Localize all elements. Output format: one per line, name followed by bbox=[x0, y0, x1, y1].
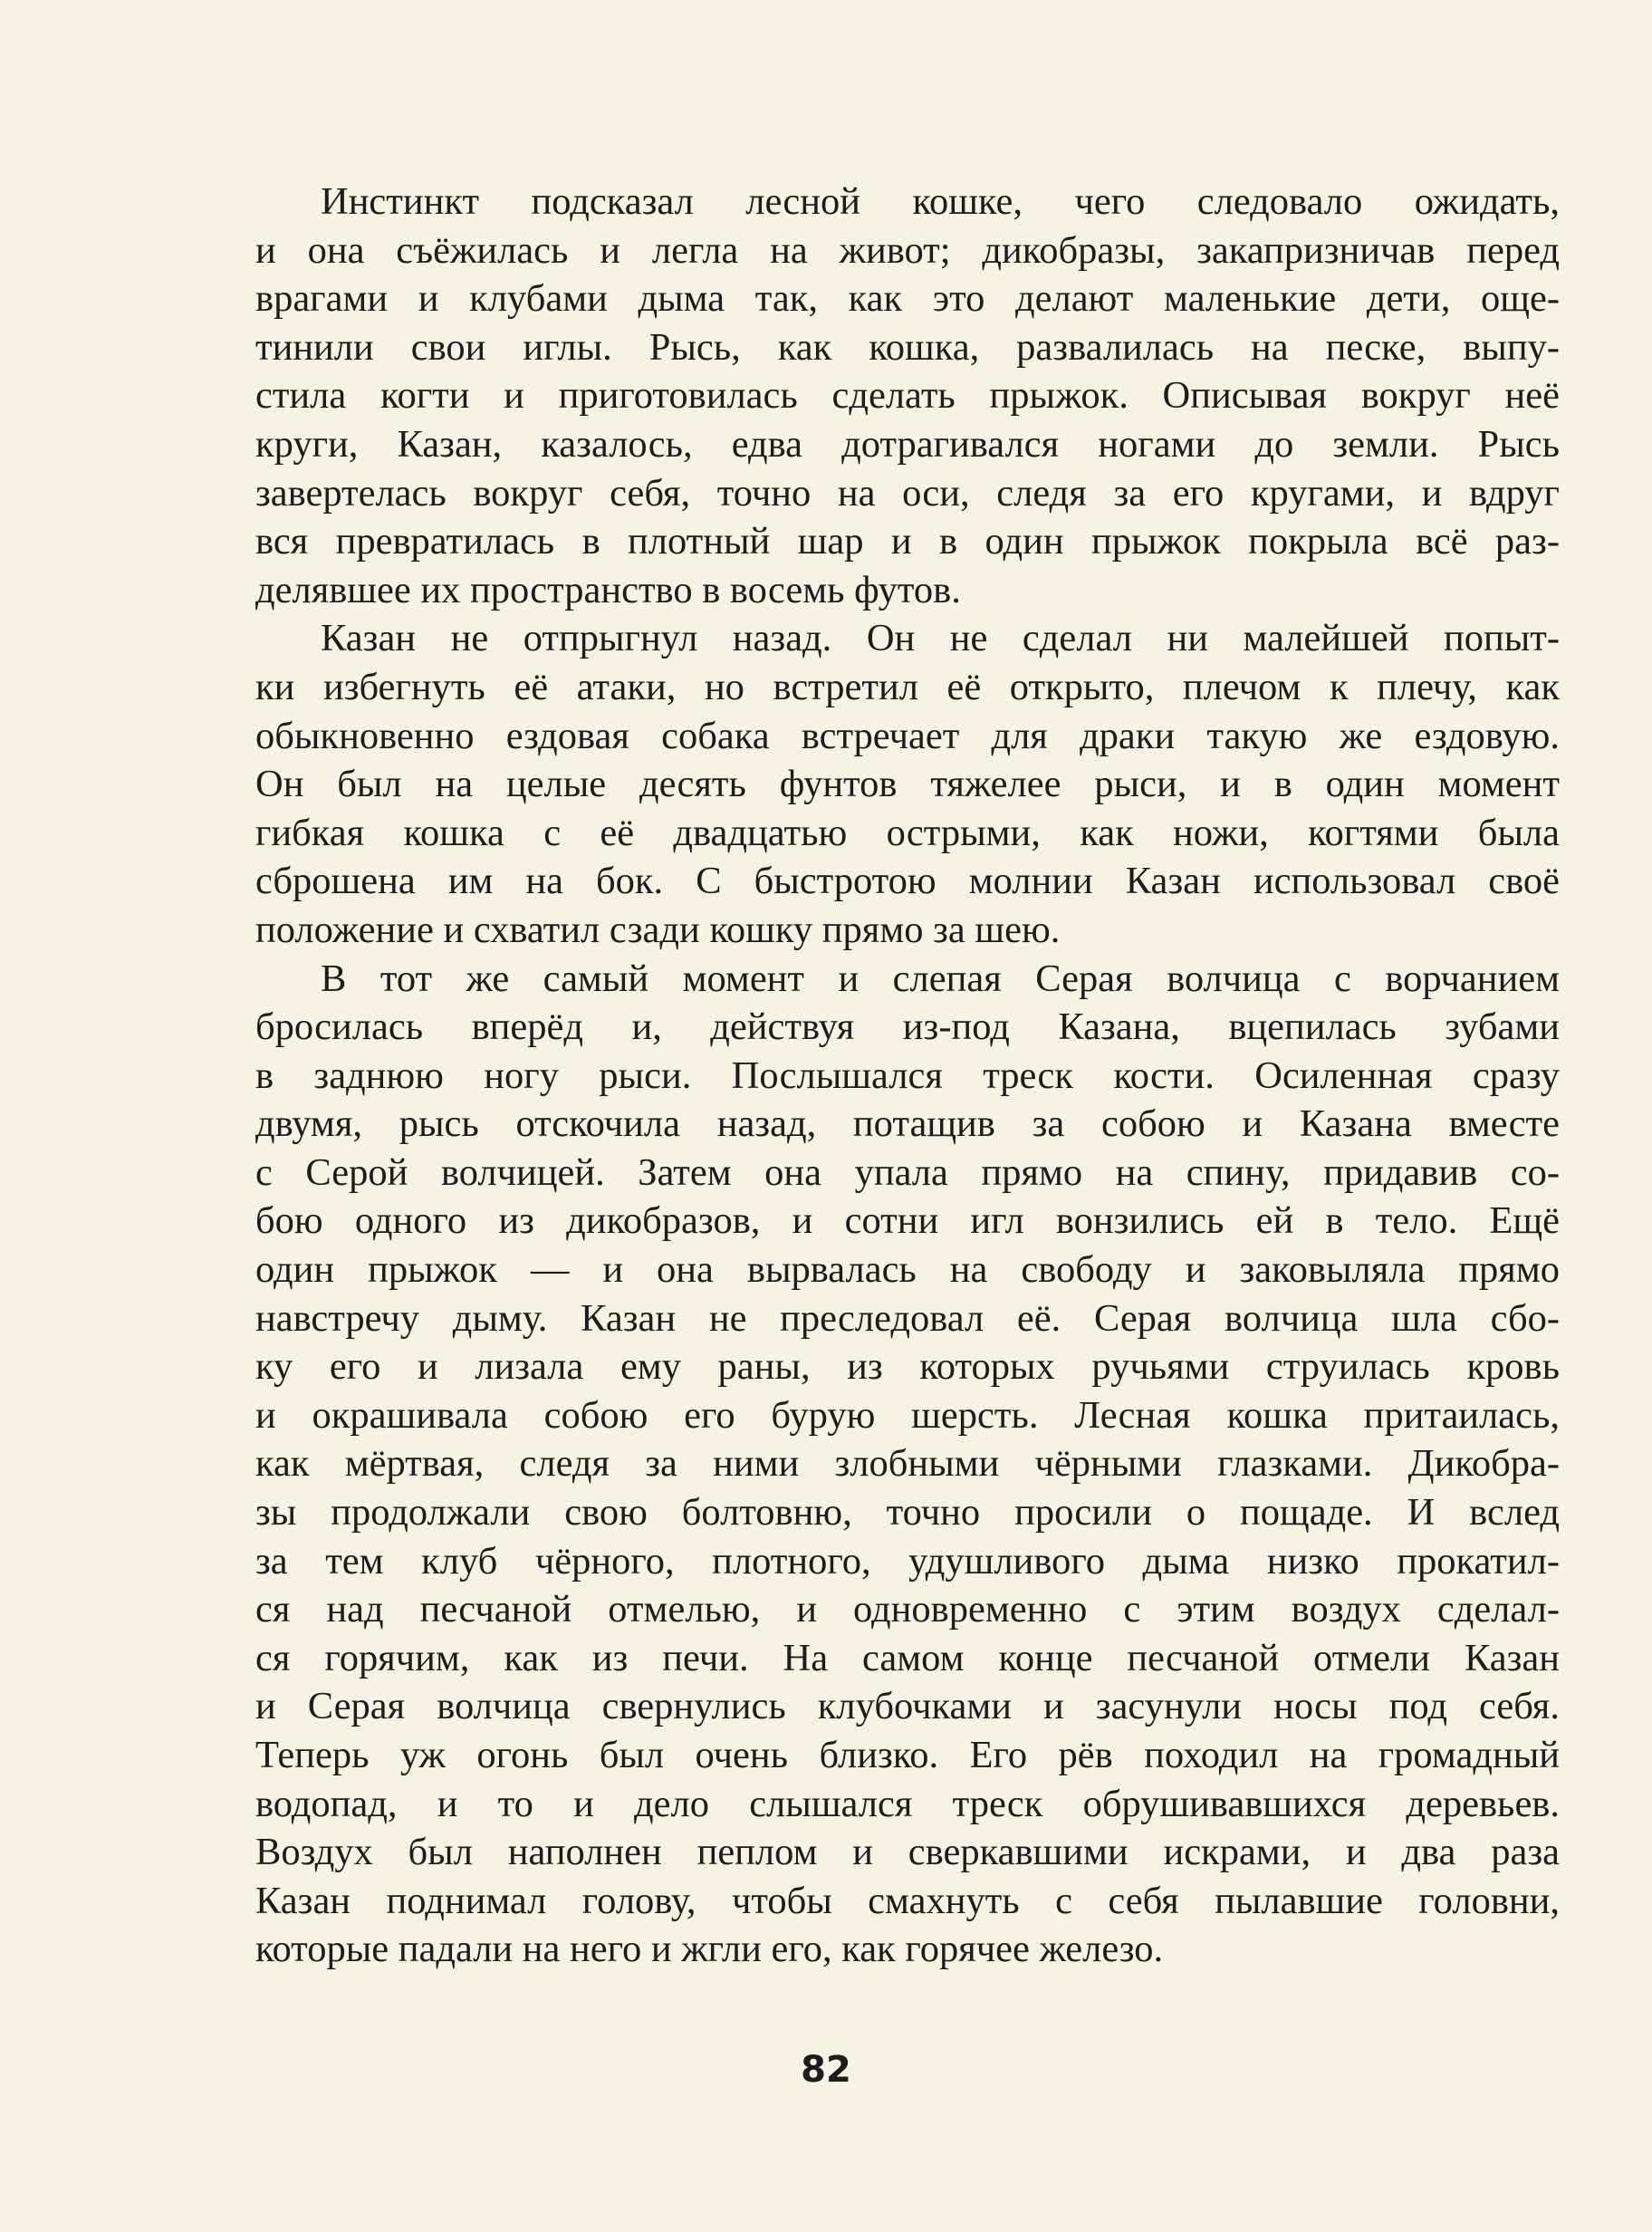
text-line: вся превратилась в плотный шар и в один прыжок покрыла всё раз- bbox=[255, 520, 1560, 563]
text-line: Он был на целые десять фунтов тяжелее рыси, и в один момент bbox=[255, 763, 1560, 806]
text-line: сброшена им на бок. С быстротою молнии Казан использовал своё bbox=[255, 860, 1560, 903]
text-line: круги, Казан, казалось, едва дотрагивался ногами до земли. Рысь bbox=[255, 422, 1560, 466]
text-line: зы продолжали свою болтовню, точно просили о пощаде. И вслед bbox=[255, 1491, 1560, 1534]
text-line: один прыжок — и она вырвалась на свободу и заковыляла прямо bbox=[255, 1248, 1560, 1292]
text-line: за тем клуб чёрного, плотного, удушливого дыма низко прокатил- bbox=[255, 1539, 1560, 1583]
text-line: Казан поднимал голову, чтобы смахнуть с себя пылавшие головни, bbox=[255, 1879, 1560, 1922]
text-line: ся горячим, как из печи. На самом конце песчаной отмели Казан bbox=[255, 1636, 1560, 1679]
paragraph-1 bbox=[255, 178, 1560, 614]
body-text bbox=[255, 178, 1560, 1974]
text-line: делявшее их пространство в восемь футов. bbox=[255, 568, 961, 611]
text-line: бою одного из дикобразов, и сотни игл вонзились ей в тело. Ещё bbox=[255, 1199, 1560, 1243]
text-line: врагами и клубами дыма так, как это делают маленькие дети, още- bbox=[255, 277, 1560, 321]
text-line: тинили свои иглы. Рысь, как кошка, развалилась на песке, выпу- bbox=[255, 325, 1560, 369]
text-line: завертелась вокруг себя, точно на оси, следя за его кругами, и вдруг bbox=[255, 471, 1560, 515]
paragraph-3 bbox=[255, 955, 1560, 1974]
text-line: бросилась вперёд и, действуя из-под Казана, вцепилась зубами bbox=[255, 1005, 1560, 1049]
text-line: ся над песчаной отмелью, и одновременно с этим воздух сделал- bbox=[255, 1588, 1560, 1631]
text-line: которые падали на него и жгли его, как горячее железо. bbox=[255, 1928, 1164, 1971]
text-line: обыкновенно ездовая собака встречает для драки такую же ездовую. bbox=[255, 714, 1560, 757]
text-line: как мёртвая, следя за ними злобными чёрными глазками. Дикобра- bbox=[255, 1442, 1560, 1486]
text-line: В тот же самый момент и слепая Серая волчица с ворчанием bbox=[321, 957, 1560, 1000]
text-line: двумя, рысь отскочила назад, потащив за собою и Казана вместе bbox=[255, 1102, 1560, 1146]
text-line: положение и схватил сзади кошку прямо за шею. bbox=[255, 908, 1061, 951]
text-line: и она съёжилась и легла на живот; дикобразы, закапризничав перед bbox=[255, 228, 1560, 272]
page-number: 82 bbox=[801, 2049, 851, 2091]
text-line: с Серой волчицей. Затем она упала прямо на спину, придавив со- bbox=[255, 1150, 1560, 1194]
text-line: навстречу дыму. Казан не преследовал её. Серая волчица шла сбо- bbox=[255, 1296, 1560, 1340]
text-line: водопад, и то и дело слышался треск обрушивавшихся деревьев. bbox=[255, 1782, 1560, 1825]
text-line: ку его и лизала ему раны, из которых ручьями струилась кровь bbox=[255, 1345, 1560, 1389]
text-line: Казан не отпрыгнул назад. Он не сделал ни малейшей попыт- bbox=[321, 617, 1560, 660]
text-line: и Серая волчица свернулись клубочками и засунули носы под себя. bbox=[255, 1685, 1560, 1728]
text-line: в заднюю ногу рыси. Послышался треск кости. Осиленная сразу bbox=[255, 1053, 1560, 1097]
text-line: стила когти и приготовилась сделать прыжок. Описывая вокруг неё bbox=[255, 374, 1560, 418]
text-line: гибкая кошка с её двадцатью острыми, как ножи, когтями была bbox=[255, 811, 1560, 854]
paragraph-2 bbox=[255, 614, 1560, 954]
text-line: и окрашивала собою его бурую шерсть. Лесная кошка притаилась, bbox=[255, 1393, 1560, 1437]
text-line: Воздух был наполнен пеплом и сверкавшими искрами, и два раза bbox=[255, 1831, 1560, 1874]
text-line: Инстинкт подсказал лесной кошке, чего следовало ожидать, bbox=[321, 180, 1560, 223]
text-line: Теперь уж огонь был очень близко. Его рёв походил на громадный bbox=[255, 1734, 1560, 1776]
text-line: ки избегнуть её атаки, но встретил её открыто, плечом к плечу, как bbox=[255, 665, 1560, 708]
